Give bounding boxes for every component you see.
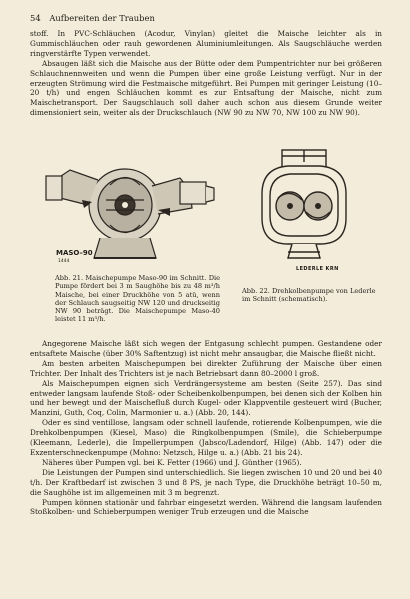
bottom-text-block xyxy=(30,339,382,517)
paragraph: Am besten arbeiten Maischepumpen bei direkter Zuführung der Maische über einen Trichter. Der Inhalt des Trichters ist je nach Betriebsart dann 80–2000 l groß. xyxy=(30,358,382,378)
page-number: 54 xyxy=(30,13,41,23)
figure-reference-number: 1444 xyxy=(58,259,70,264)
paragraph: Pumpen können stationär und fahrbar eingesetzt werden. Während die langsam laufenden Stoßkolben- und Schieberpumpen weniger Trub erzeugen und die Maische xyxy=(30,497,382,517)
paragraph: Angegorene Maische läßt sich wegen der Entgasung schlecht pumpen. Gestandene oder entsaftete Maische (über 30% Saftentzug) ist nicht mehr ansaugbar, die Maische fließt nicht. xyxy=(30,339,382,358)
paragraph: Als Maischepumpen eignen sich Verdrängersysteme am besten (Seite 257). Das sind entweder langsam laufende Stoß- oder Scheibenkolbenpumpen, bei denen sich der Kolben hin und her bewegt und der Maischefluß durch Kugel- oder Klappventile gesteuert wird (Bucher, Manzini, Guth, Coq, Colin, Marmonier u. a.) (Abb. 20, 144). xyxy=(30,378,382,418)
pump-model-label: MASO–90 xyxy=(56,249,93,257)
figure-caption-21: Abb. 21. Maischepumpe Maso-90 im Schnitt. Die Pumpe fördert bei 3 m Saughöhe bis zu 48 m³/h Maische, bei einer Druckhöhe von 5 atü, wenn der Schlauch saugseitig NW 120 und druckseitig NW 90 beträgt. Die Maischepumpe Maso-40 leistet 11 m³/h. xyxy=(55,274,220,324)
manufacturer-label: LEDERLE KRN xyxy=(296,266,339,272)
lederle-pump-schematic xyxy=(248,148,360,260)
paragraph: Die Leistungen der Pumpen sind unterschiedlich. Sie liegen zwischen 10 und 20 und bei 40 t/h. Der Kraftbedarf ist zwischen 3 und 8 PS, je nach Type, die Druckhöhe beträgt 10–50 m, die Saughöhe ist im allgemeinen mit 3 m begrenzt. xyxy=(30,467,382,497)
paragraph: Absaugen läßt sich die Maische aus der Bütte oder dem Pumpentrichter nur bei größeren Schlauchnennweiten und wenn die Pumpen über eine große Leistung verfügt. Nur in der erzeugten Strömung wird die Festmaische mitgeführt. Bei Pumpen mit geringer Leistung (10–20 t/h) und engen Schläuchen kommt es zur Entsaftung der Maische, nicht zum Maischetransport. Der Saugschlauch soll daher auch schon aus diesem Grunde weiter dimensioniert sein, weiter als der Druckschlauch (NW 90 zu NW 70, NW 100 zu NW 90). xyxy=(30,58,382,118)
figure-caption-22: Abb. 22. Drehkolbenpumpe von Lederle im Schnitt (schematisch). xyxy=(242,287,376,304)
running-title: Aufbereiten der Trauben xyxy=(49,13,155,23)
paragraph: Näheres über Pumpen vgl. bei K. Fetter (1966) und J. Günther (1965). xyxy=(42,457,302,467)
page-header xyxy=(30,13,155,23)
paragraph: Oder es sind ventillose, langsam oder schnell laufende, rotierende Kolbenpumpen, wie die Drehkolbenpumpen (Kiesel, Maso) die Ringkolbenpumpen (Smile), die Schieberpumpe (Kleemann, Lederle), die Impellerpumpen (Jabsco/Ladendorf, Hilge) (Abb. 147) oder die Exzenterschneckenpumpe (Mohno: Netzsch, Hilge u. a.) (Abb. 21 bis 24). xyxy=(30,418,382,457)
paragraph: stoff. In PVC-Schläuchen (Acodur, Vinylan) gleitet die Maische leichter als in Gummischläuchen oder rauh gewordenen Aluminiumleitungen. Als Saugschläuche werden ringverstärfte Typen verwendet. xyxy=(30,29,382,58)
top-text-block xyxy=(30,29,382,118)
